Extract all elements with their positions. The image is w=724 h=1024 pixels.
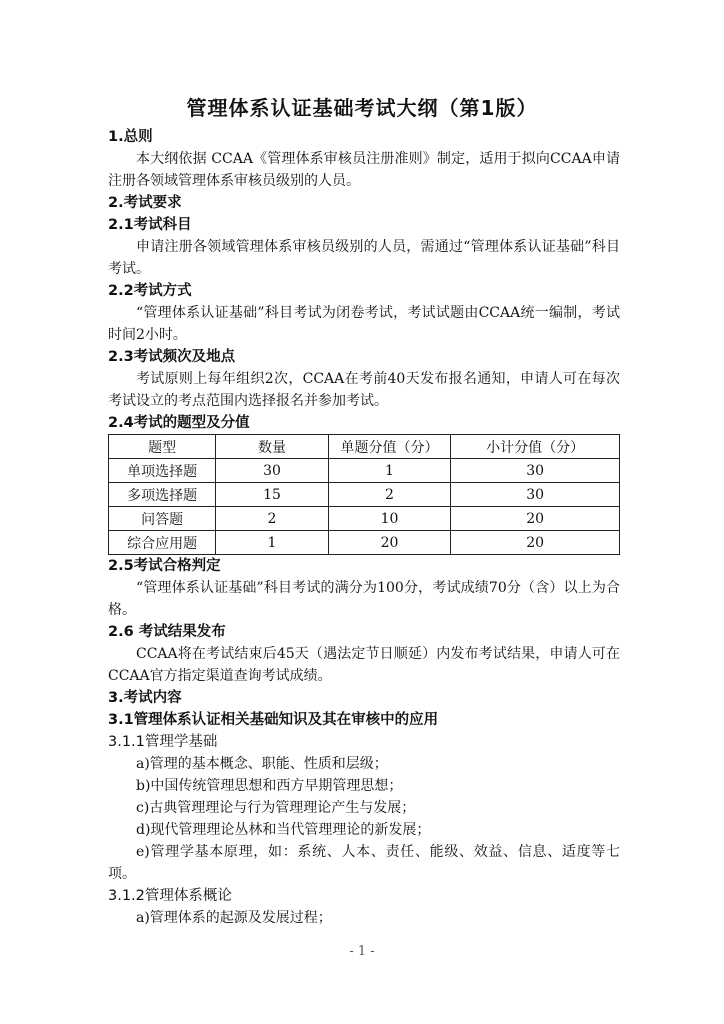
table-cell: 10 <box>328 507 451 531</box>
page-number: - 1 - <box>349 944 375 959</box>
section-3-heading: 3.考试内容 <box>108 690 182 706</box>
section-2-2-heading: 2.2考试方式 <box>108 283 192 299</box>
list-item: d)现代管理理论丛林和当代管理理论的新发展； <box>136 822 431 838</box>
list-item: e)管理学基本原理，如：系统、人本、责任、能级、效益、信息、适度等七项。 <box>108 844 620 882</box>
section-2-6-heading: 2.6 考试结果发布 <box>108 624 226 640</box>
table-row <box>109 531 620 555</box>
table-row <box>109 507 620 531</box>
table-header-row <box>109 435 620 459</box>
section-1-text: 本大纲依据 CCAA《管理体系审核员注册准则》制定，适用于拟向CCAA申请注册各领域管理体系审核员级别的人员。 <box>108 151 620 189</box>
table-cell: 1 <box>328 459 451 483</box>
table-cell: 30 <box>216 459 328 483</box>
section-1-heading: 1.总则 <box>108 129 153 145</box>
table-cell: 1 <box>216 531 328 555</box>
section-3-1-2-heading: 3.1.2管理体系概论 <box>108 888 232 904</box>
table-cell: 单项选择题 <box>109 459 216 483</box>
table-header-cell: 单题分值（分） <box>328 435 451 459</box>
section-2-heading: 2.考试要求 <box>108 195 182 211</box>
section-3-1-1-heading: 3.1.1管理学基础 <box>108 734 218 750</box>
table-row <box>109 483 620 507</box>
section-2-2-text: “管理体系认证基础”科目考试为闭卷考试，考试试题由CCAA统一编制，考试时间2小时。 <box>108 305 620 343</box>
table-header-cell: 数量 <box>216 435 328 459</box>
score-table <box>108 434 620 555</box>
section-2-5-text: “管理体系认证基础”科目考试的满分为100分，考试成绩70分（含）以上为合格。 <box>108 580 620 618</box>
table-cell: 20 <box>451 507 620 531</box>
section-2-6-text: CCAA将在考试结束后45天（遇法定节日顺延）内发布考试结果，申请人可在CCAA官方指定渠道查询考试成绩。 <box>108 646 620 684</box>
table-header-cell: 题型 <box>109 435 216 459</box>
table-cell: 问答题 <box>109 507 216 531</box>
list-item: a)管理的基本概念、职能、性质和层级； <box>136 756 388 772</box>
section-2-4-heading: 2.4考试的题型及分值 <box>108 415 250 431</box>
section-2-1-heading: 2.1考试科目 <box>108 217 192 233</box>
table-cell: 30 <box>451 459 620 483</box>
document-body <box>108 126 620 929</box>
table-cell: 30 <box>451 483 620 507</box>
table-cell: 2 <box>216 507 328 531</box>
table-cell: 多项选择题 <box>109 483 216 507</box>
list-item: c)古典管理理论与行为管理理论产生与发展； <box>136 800 416 816</box>
page-title: 管理体系认证基础考试大纲（第1版） <box>186 96 538 120</box>
table-cell: 20 <box>328 531 451 555</box>
section-2-3-text: 考试原则上每年组织2次，CCAA在考前40天发布报名通知，申请人可在每次考试设立的考点范围内选择报名并参加考试。 <box>108 371 620 409</box>
table-cell: 综合应用题 <box>109 531 216 555</box>
table-header-cell: 小计分值（分） <box>451 435 620 459</box>
section-3-1-heading: 3.1管理体系认证相关基础知识及其在审核中的应用 <box>108 712 439 728</box>
list-item: a)管理体系的起源及发展过程； <box>136 910 332 926</box>
section-2-1-text: 申请注册各领域管理体系审核员级别的人员，需通过“管理体系认证基础”科目考试。 <box>108 239 620 277</box>
table-row <box>109 459 620 483</box>
section-2-5-heading: 2.5考试合格判定 <box>108 558 221 574</box>
list-item: b)中国传统管理思想和西方早期管理思想； <box>136 778 403 794</box>
section-2-3-heading: 2.3考试频次及地点 <box>108 349 236 365</box>
table-cell: 15 <box>216 483 328 507</box>
table-cell: 20 <box>451 531 620 555</box>
table-cell: 2 <box>328 483 451 507</box>
